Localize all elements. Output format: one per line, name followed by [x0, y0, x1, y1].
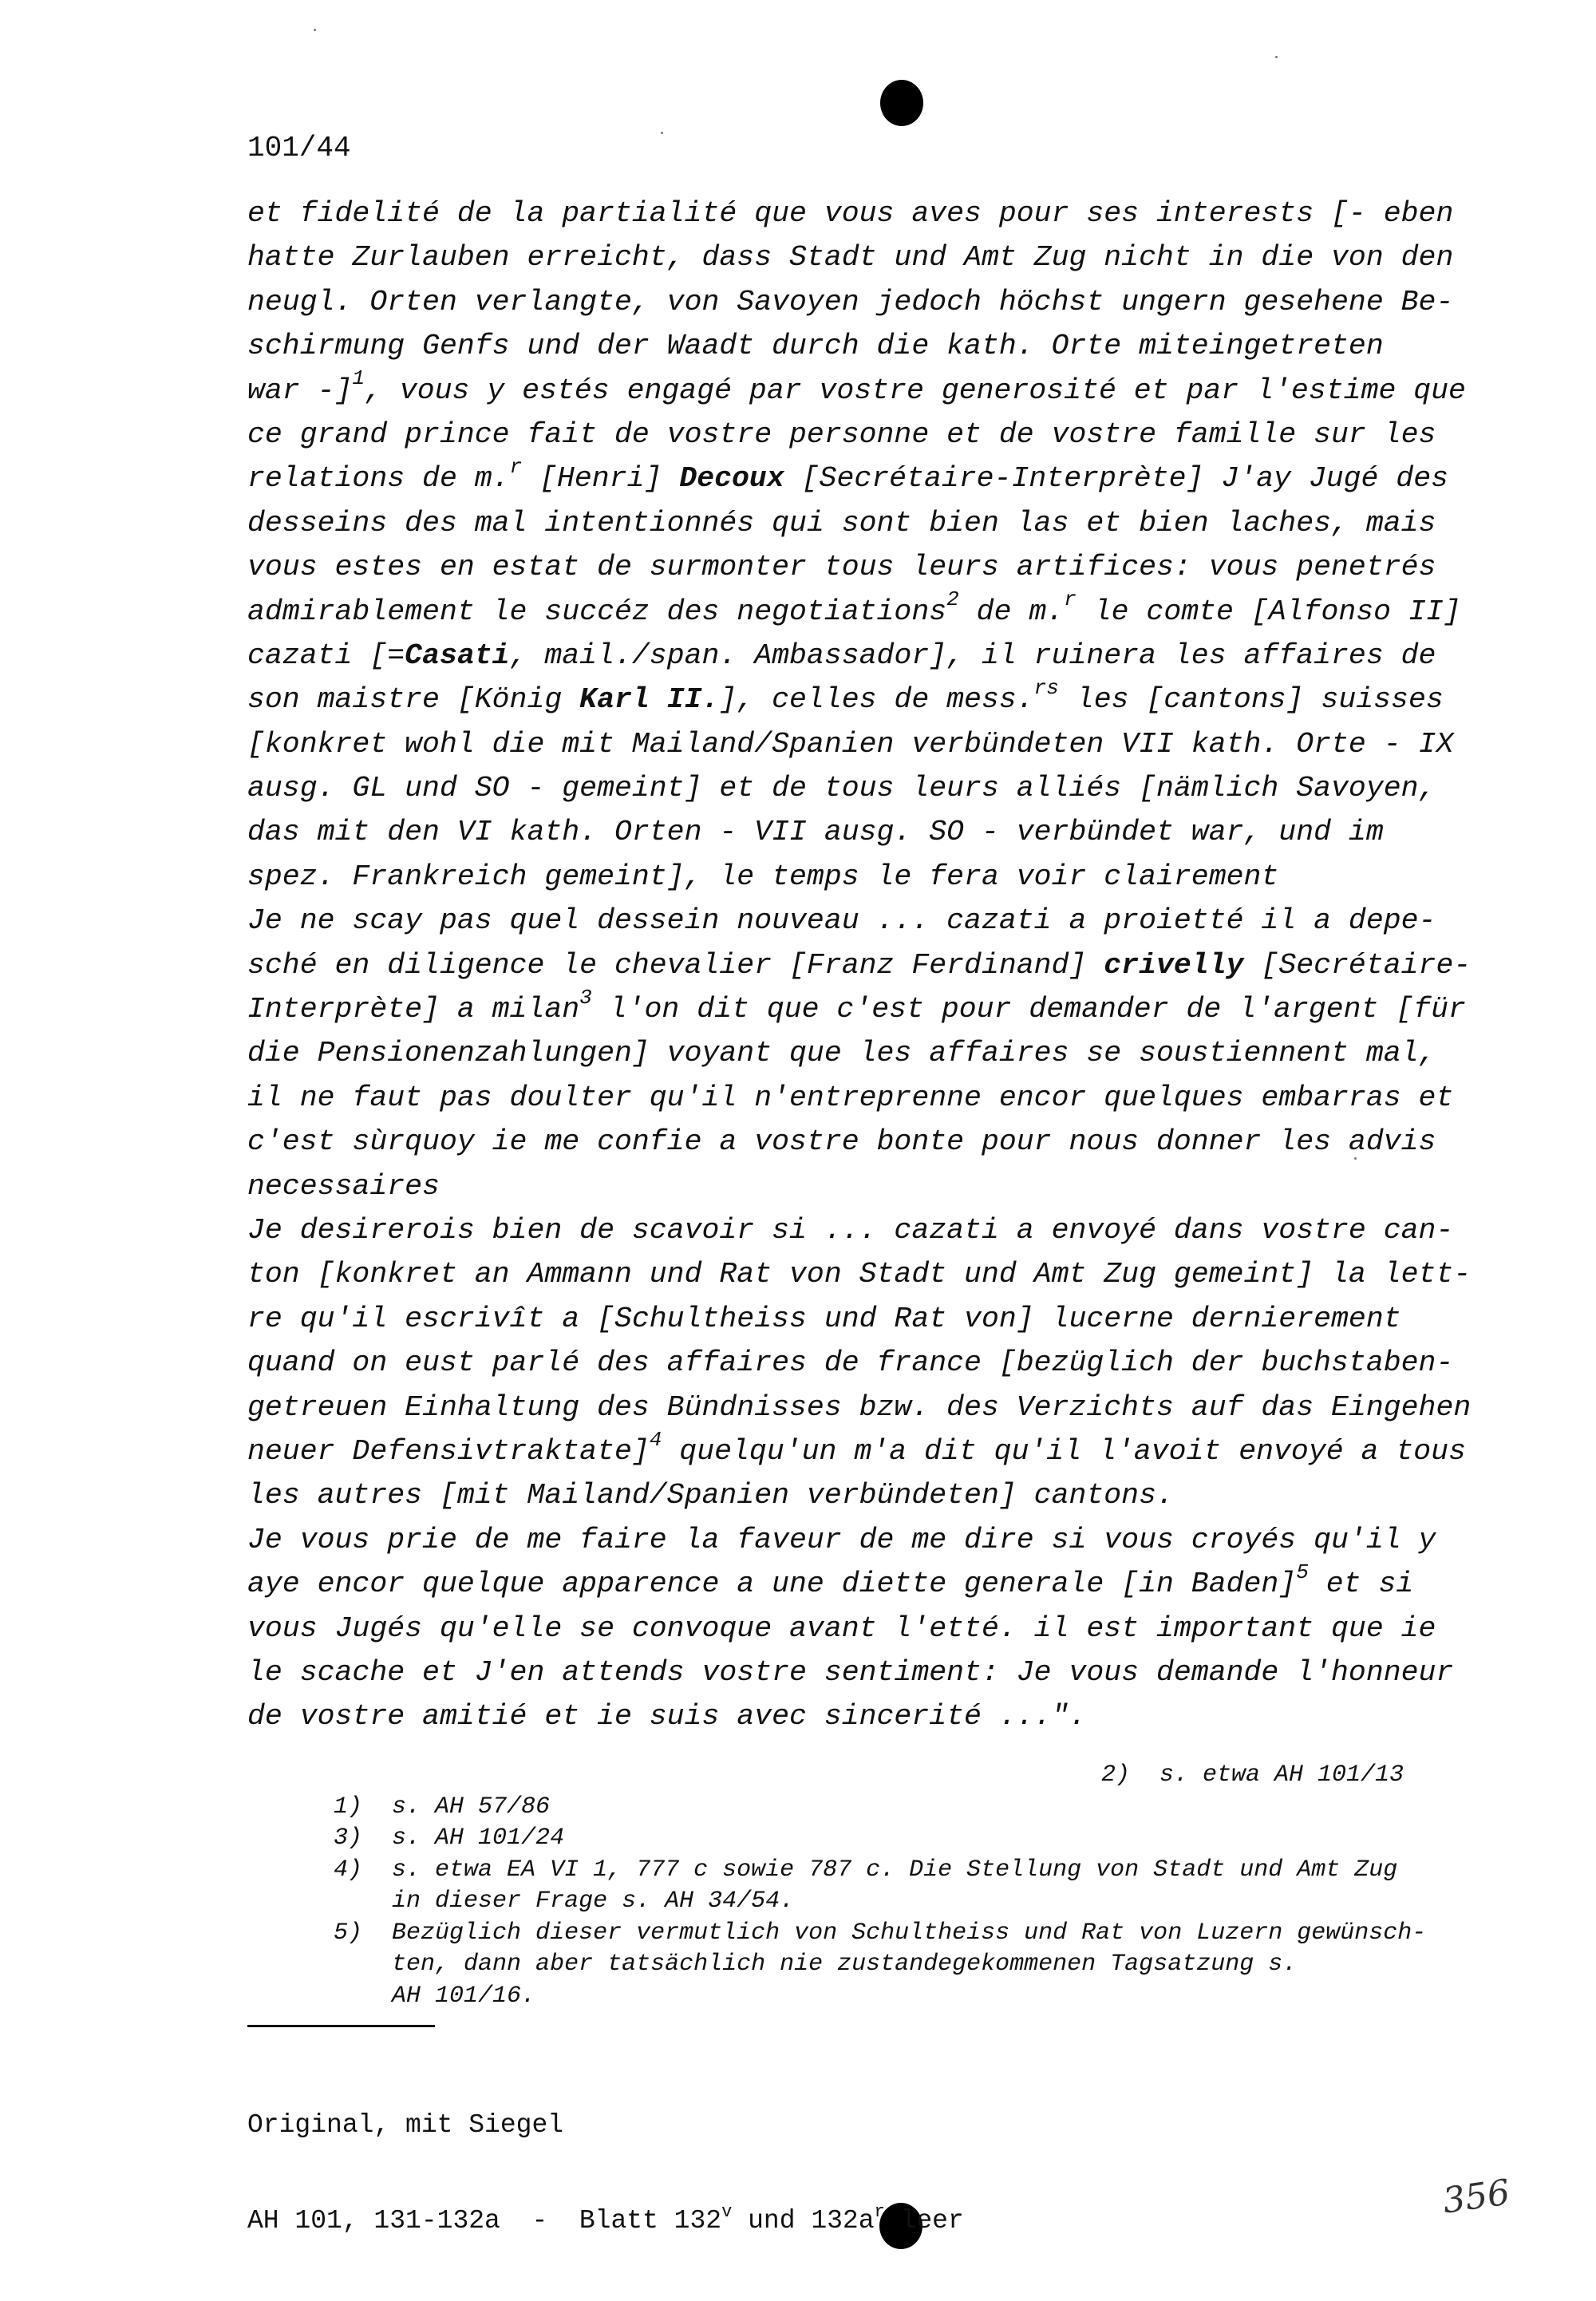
text-run: les autres [mit Mailand/Spanien verbündeten] cantons.	[247, 1479, 1174, 1512]
text-run: ce grand prince fait de vostre personne et de vostre famille sur les	[247, 417, 1436, 451]
text-run: aye encor quelque apparence a une diette generale [in Baden]	[247, 1568, 1297, 1601]
text-run: [Henri]	[522, 462, 680, 496]
body-line	[247, 766, 1492, 810]
body-line	[247, 1297, 1492, 1341]
footnote-marker: rs	[1033, 676, 1059, 701]
body-line	[247, 1252, 1492, 1296]
footnote-1: 1) s. AH 57/86 2) s. etwa AH 101/13	[334, 1761, 1404, 1821]
footnote-5: 5) Bezüglich dieser vermutlich von Schultheiss und Rat von Luzern gewünsch-	[334, 1919, 1427, 1947]
body-line	[247, 587, 1492, 634]
footnote-divider	[247, 2025, 435, 2027]
bold-name: crivelly	[1104, 948, 1244, 982]
text-run: die Pensionenzahlungen] voyant que les affaires se soustiennent mal,	[247, 1037, 1436, 1070]
source-reference	[247, 2046, 964, 2301]
scan-speck	[661, 132, 663, 134]
footnote-marker: 2	[946, 587, 959, 612]
text-run: [konkret wohl die mit Mailand/Spanien verbündeten VII kath. Orte - IX	[247, 727, 1454, 761]
text-run: admirablement le succéz des negotiations	[247, 595, 947, 628]
text-run: re qu'il escrivît a [Schultheiss und Rat von] lucerne dernierement	[247, 1302, 1401, 1335]
text-run: [Secrétaire-Interprète] J'ay Jugé des	[784, 462, 1449, 496]
text-run: getreuen Einhaltung des Bündnisses bzw. des Verzichts auf das Eingehen	[247, 1390, 1472, 1424]
page-number: 101/44	[247, 132, 351, 164]
footnote-2: 2) s. etwa AH 101/13	[1101, 1761, 1404, 1789]
text-run: quand on eust parlé des affaires de france [bezüglich der buchstaben-	[247, 1346, 1454, 1380]
text-run: relations de m.	[247, 462, 510, 496]
body-line	[247, 1341, 1492, 1385]
footnote-marker: r	[1064, 587, 1077, 612]
footnote-marker: r	[509, 455, 523, 480]
source-line-2: AH 101, 131-132a - Blatt 132$^v$ und $132a^r$ leer	[247, 2202, 964, 2236]
body-line	[247, 943, 1492, 987]
text-run: quelqu'un m'a dit qu'il l'avoit envoyé a tous	[662, 1434, 1466, 1468]
body-line	[247, 366, 1492, 413]
body-line	[247, 1164, 1492, 1208]
source-line-1: Original, mit Siegel	[247, 2110, 564, 2140]
body-line	[247, 457, 1492, 500]
body-line	[247, 1562, 1492, 1606]
footnote-5-continuation: ten, dann aber tatsächlich nie zustandegekommenen Tagsatzung s.	[392, 1951, 1298, 1978]
text-run: Je vous prie de me faire la faveur de me dire si vous croyés qu'il y	[247, 1523, 1436, 1556]
body-line	[247, 722, 1492, 766]
bold-name: Casati	[405, 639, 510, 672]
text-run: , mail./span. Ambassador], il ruinera les affaires de	[509, 639, 1436, 672]
text-run: les [cantons] suisses	[1058, 683, 1444, 717]
footnotes	[247, 1760, 1492, 2010]
body-line	[247, 413, 1492, 457]
text-run: ausg. GL und SO - gemeint] et de tous leurs alliés [nämlich Savoyen,	[247, 772, 1436, 805]
body-line	[247, 1694, 1492, 1738]
text-run: ton [konkret an Ammann und Rat von Stadt und Amt Zug gemeint] la lett-	[247, 1258, 1472, 1291]
body-line	[247, 501, 1492, 545]
body-line	[247, 899, 1492, 943]
footnote-marker: 4	[649, 1427, 662, 1452]
text-run: neuer Defensivtraktate]	[247, 1434, 650, 1468]
body-line	[247, 1473, 1492, 1517]
text-run: neugl. Orten verlangte, von Savoyen jedoch höchst ungern gesehene Be-	[247, 285, 1454, 318]
text-run: cazati [=	[247, 639, 405, 672]
footnote-marker: 1	[352, 366, 365, 391]
text-run: de vostre amitié et ie suis avec sincerité ...".	[247, 1700, 1087, 1734]
letter-body-text	[247, 192, 1492, 1739]
text-run: vous Jugés qu'elle se convoque avant l'etté. il est important que ie	[247, 1611, 1436, 1645]
text-run: , vous y estés engagé par vostre generosité et par l'estime que	[365, 374, 1466, 407]
bold-name: Decoux	[679, 462, 784, 496]
body-line	[247, 1386, 1492, 1429]
text-run: das mit den VI kath. Orten - VII ausg. SO - verbündet war, und im	[247, 816, 1384, 849]
text-run: ], celles de mess.	[719, 683, 1034, 717]
body-line	[247, 324, 1492, 368]
handwritten-folio-number: 356	[1440, 2172, 1513, 2222]
body-line	[247, 678, 1492, 722]
body-line	[247, 235, 1492, 279]
text-run: et si	[1308, 1568, 1414, 1601]
body-line	[247, 810, 1492, 854]
body-line	[247, 545, 1492, 589]
body-line	[247, 634, 1492, 678]
body-line	[247, 1120, 1492, 1164]
text-run: l'on dit que c'est pour demander de l'argent [für	[591, 993, 1466, 1026]
body-line	[247, 855, 1492, 899]
bold-name: Karl II.	[579, 683, 720, 717]
body-line	[247, 280, 1492, 324]
text-run: war -]	[247, 374, 353, 407]
body-line	[247, 192, 1492, 235]
scan-speck	[314, 29, 316, 31]
body-line	[247, 1518, 1492, 1562]
text-run: desseins des mal intentionnés qui sont bien las et bien laches, mais	[247, 506, 1436, 540]
text-run: Je desirerois bien de scavoir si ... cazati a envoyé dans vostre can-	[247, 1213, 1454, 1247]
text-run: le comte [Alfonso II]	[1076, 595, 1461, 628]
text-run: necessaires	[247, 1169, 440, 1203]
text-run: c'est sùrquoy ie me confie a vostre bonte pour nous donner les advis	[247, 1125, 1436, 1159]
text-run: Interprète] a milan	[247, 993, 580, 1026]
text-run: son maistre [König	[247, 683, 580, 717]
text-run: hatte Zurlauben erreicht, dass Stadt und Amt Zug nicht in die von den	[247, 241, 1454, 275]
body-line	[247, 1651, 1492, 1694]
footnote-marker: 5	[1296, 1560, 1309, 1584]
footnote-5-continuation: AH 101/16.	[392, 1982, 536, 2010]
body-line	[247, 1208, 1492, 1252]
text-run: vous estes en estat de surmonter tous leurs artifices: vous penetrés	[247, 551, 1436, 584]
footnote-3: 3) s. AH 101/24	[334, 1825, 565, 1852]
footnote-4-continuation: in dieser Frage s. AH 34/54.	[392, 1888, 795, 1915]
body-line	[247, 1429, 1492, 1473]
text-run: Je ne scay pas quel dessein nouveau ... cazati a proietté il a depe-	[247, 904, 1436, 938]
footnote-4: 4) s. etwa EA VI 1, 777 c sowie 787 c. Die Stellung von Stadt und Amt Zug	[334, 1856, 1398, 1884]
text-run: sché en diligence le chevalier [Franz Ferdinand]	[247, 948, 1104, 982]
text-run: il ne faut pas doulter qu'il n'entreprenne encor quelques embarras et	[247, 1081, 1454, 1114]
text-run: spez. Frankreich gemeint], le temps le fera voir clairement	[247, 860, 1279, 893]
body-line	[247, 1607, 1492, 1651]
body-line	[247, 1031, 1492, 1075]
body-line	[247, 987, 1492, 1031]
scan-speck	[1275, 56, 1278, 58]
punch-hole-top	[880, 80, 923, 126]
footnote-marker: 3	[579, 985, 592, 1010]
body-line	[247, 1076, 1492, 1120]
text-run: et fidelité de la partialité que vous aves pour ses interests [- eben	[247, 197, 1454, 230]
text-run: [Secrétaire-	[1243, 948, 1472, 982]
text-run: schirmung Genfs und der Waadt durch die kath. Orte miteingetreten	[247, 330, 1384, 363]
text-run: le scache et J'en attends vostre sentiment: Je vous demande l'honneur	[247, 1655, 1454, 1689]
text-run: de m.	[958, 595, 1065, 628]
